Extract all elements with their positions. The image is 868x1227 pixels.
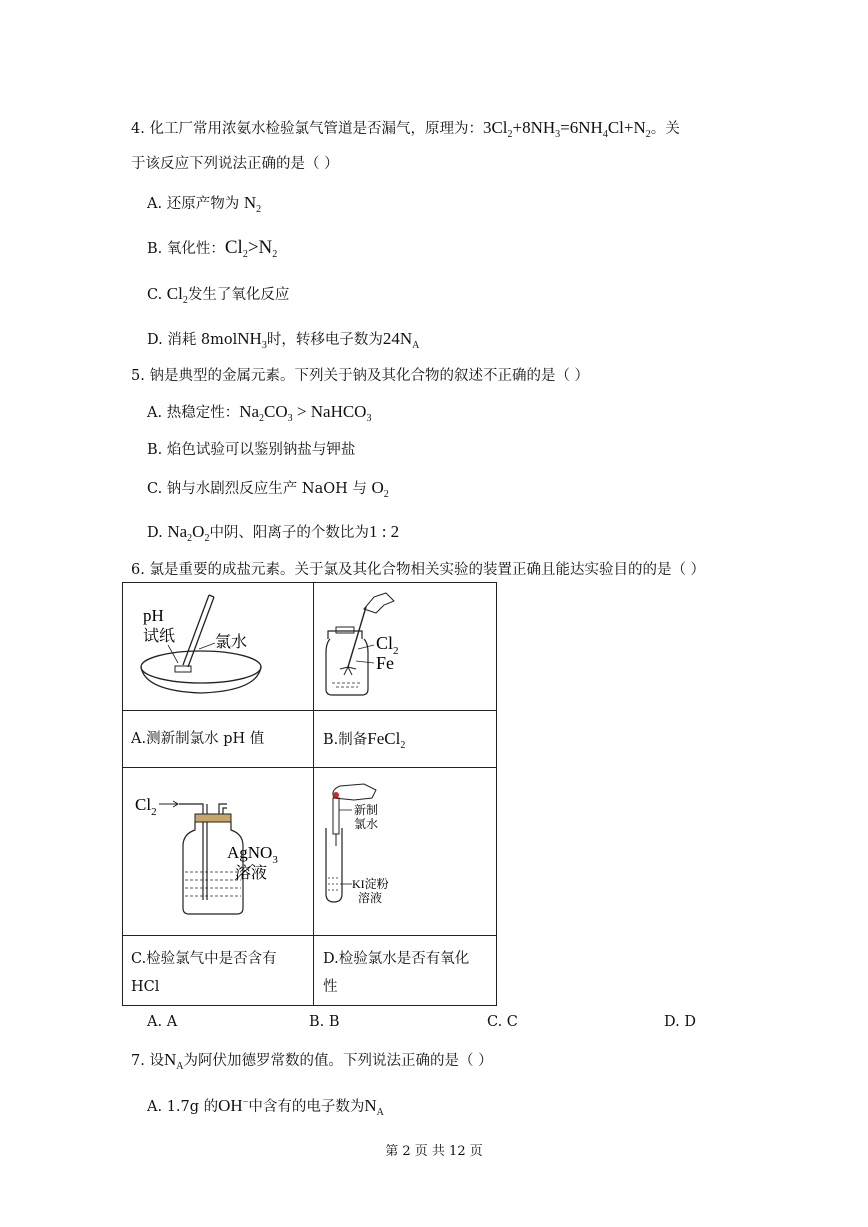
q4-option-b: B. 氧化性：$Cl_2>N_2$ [147, 237, 278, 260]
q4-stem-line2: 于该反应下列说法正确的是（ ） [131, 156, 339, 172]
q6-choice-c: C. C [487, 1014, 518, 1030]
caption-a: A.测新制氯水 pH 值 [131, 731, 265, 747]
label-cl2-c: $Cl_2$ [135, 795, 157, 818]
q7-stem: 7. 设$N_A$为阿伏加德罗常数的值。下列说法正确的是（ ） [131, 1050, 493, 1072]
q6-stem: 6. 氯是重要的成盐元素。关于氯及其化合物相关实验的装置正确且能达实验目的的是（ ） [131, 562, 706, 578]
q7-option-a: A. 1.7g 的OH−中含有的电子数为$N_A$ [147, 1096, 384, 1118]
label-fe: Fe [376, 653, 394, 673]
label-fresh: 新制 [354, 803, 379, 817]
caption-d: D.检验氯水是否有氧化 性 [323, 951, 470, 995]
caption-c: C.检验氯气中是否含有 HCl [131, 951, 277, 995]
label-solution-c: 溶液 [235, 865, 268, 882]
q5-option-a: A. 热稳定性：$Na_2CO_3$ > NaHCO$_3$ [147, 402, 372, 424]
figure-b-iron-in-chlorine [314, 583, 497, 710]
q4-option-a: A. 还原产物为 $N_2$ [147, 193, 262, 215]
label-ki-starch: KI淀粉 [352, 877, 389, 891]
label-cl2-b: $Cl_2$ [376, 633, 399, 657]
q5-stem: 5. 钠是典型的金属元素。下列关于钠及其化合物的叙述不正确的是（ ） [131, 368, 590, 384]
label-chlorine-water: 氯水 [215, 634, 248, 651]
label-chlorine-water-d: 氯水 [354, 817, 379, 831]
q4-option-c: C. $Cl_2$发生了氧化反应 [147, 284, 290, 306]
q4-option-d: D. 消耗 8molNH$_3$时，转移电子数为$24N_A$ [147, 329, 420, 351]
q6-choice-a: A. A [147, 1014, 178, 1030]
q6-choice-d: D. D [664, 1014, 696, 1030]
label-agno3: AgNO$_3$ [227, 843, 278, 866]
q5-option-b: B. 焰色试验可以鉴别钠盐与钾盐 [147, 442, 356, 458]
page-footer: 第 2 页 共 12 页 [385, 1144, 483, 1159]
q6-choice-b: B. B [309, 1014, 340, 1030]
q6-apparatus-table [122, 582, 497, 1006]
label-test-paper: 试纸 [143, 628, 176, 645]
caption-b: B.制备FeCl$_2$ [323, 729, 406, 751]
figure-c-gas-washing-bottle [123, 768, 313, 935]
figure-d-ki-starch-test [314, 768, 497, 935]
label-ph: pH [143, 606, 164, 625]
label-solution-d: 溶液 [358, 891, 383, 905]
q4-stem-line1: 4. 化工厂常用浓氨水检验氯气管道是否漏气，原理为：$3Cl_2+8NH_3=6NH_4Cl+N_2$。关 [131, 118, 680, 140]
figure-a-ph-test [123, 583, 313, 710]
q5-option-d: D. $Na_2O_2$中阴、阳离子的个数比为1 : 2 [147, 522, 400, 544]
q5-option-c: C. 钠与水剧烈反应生产 NaOH 与 $O_2$ [147, 478, 389, 500]
